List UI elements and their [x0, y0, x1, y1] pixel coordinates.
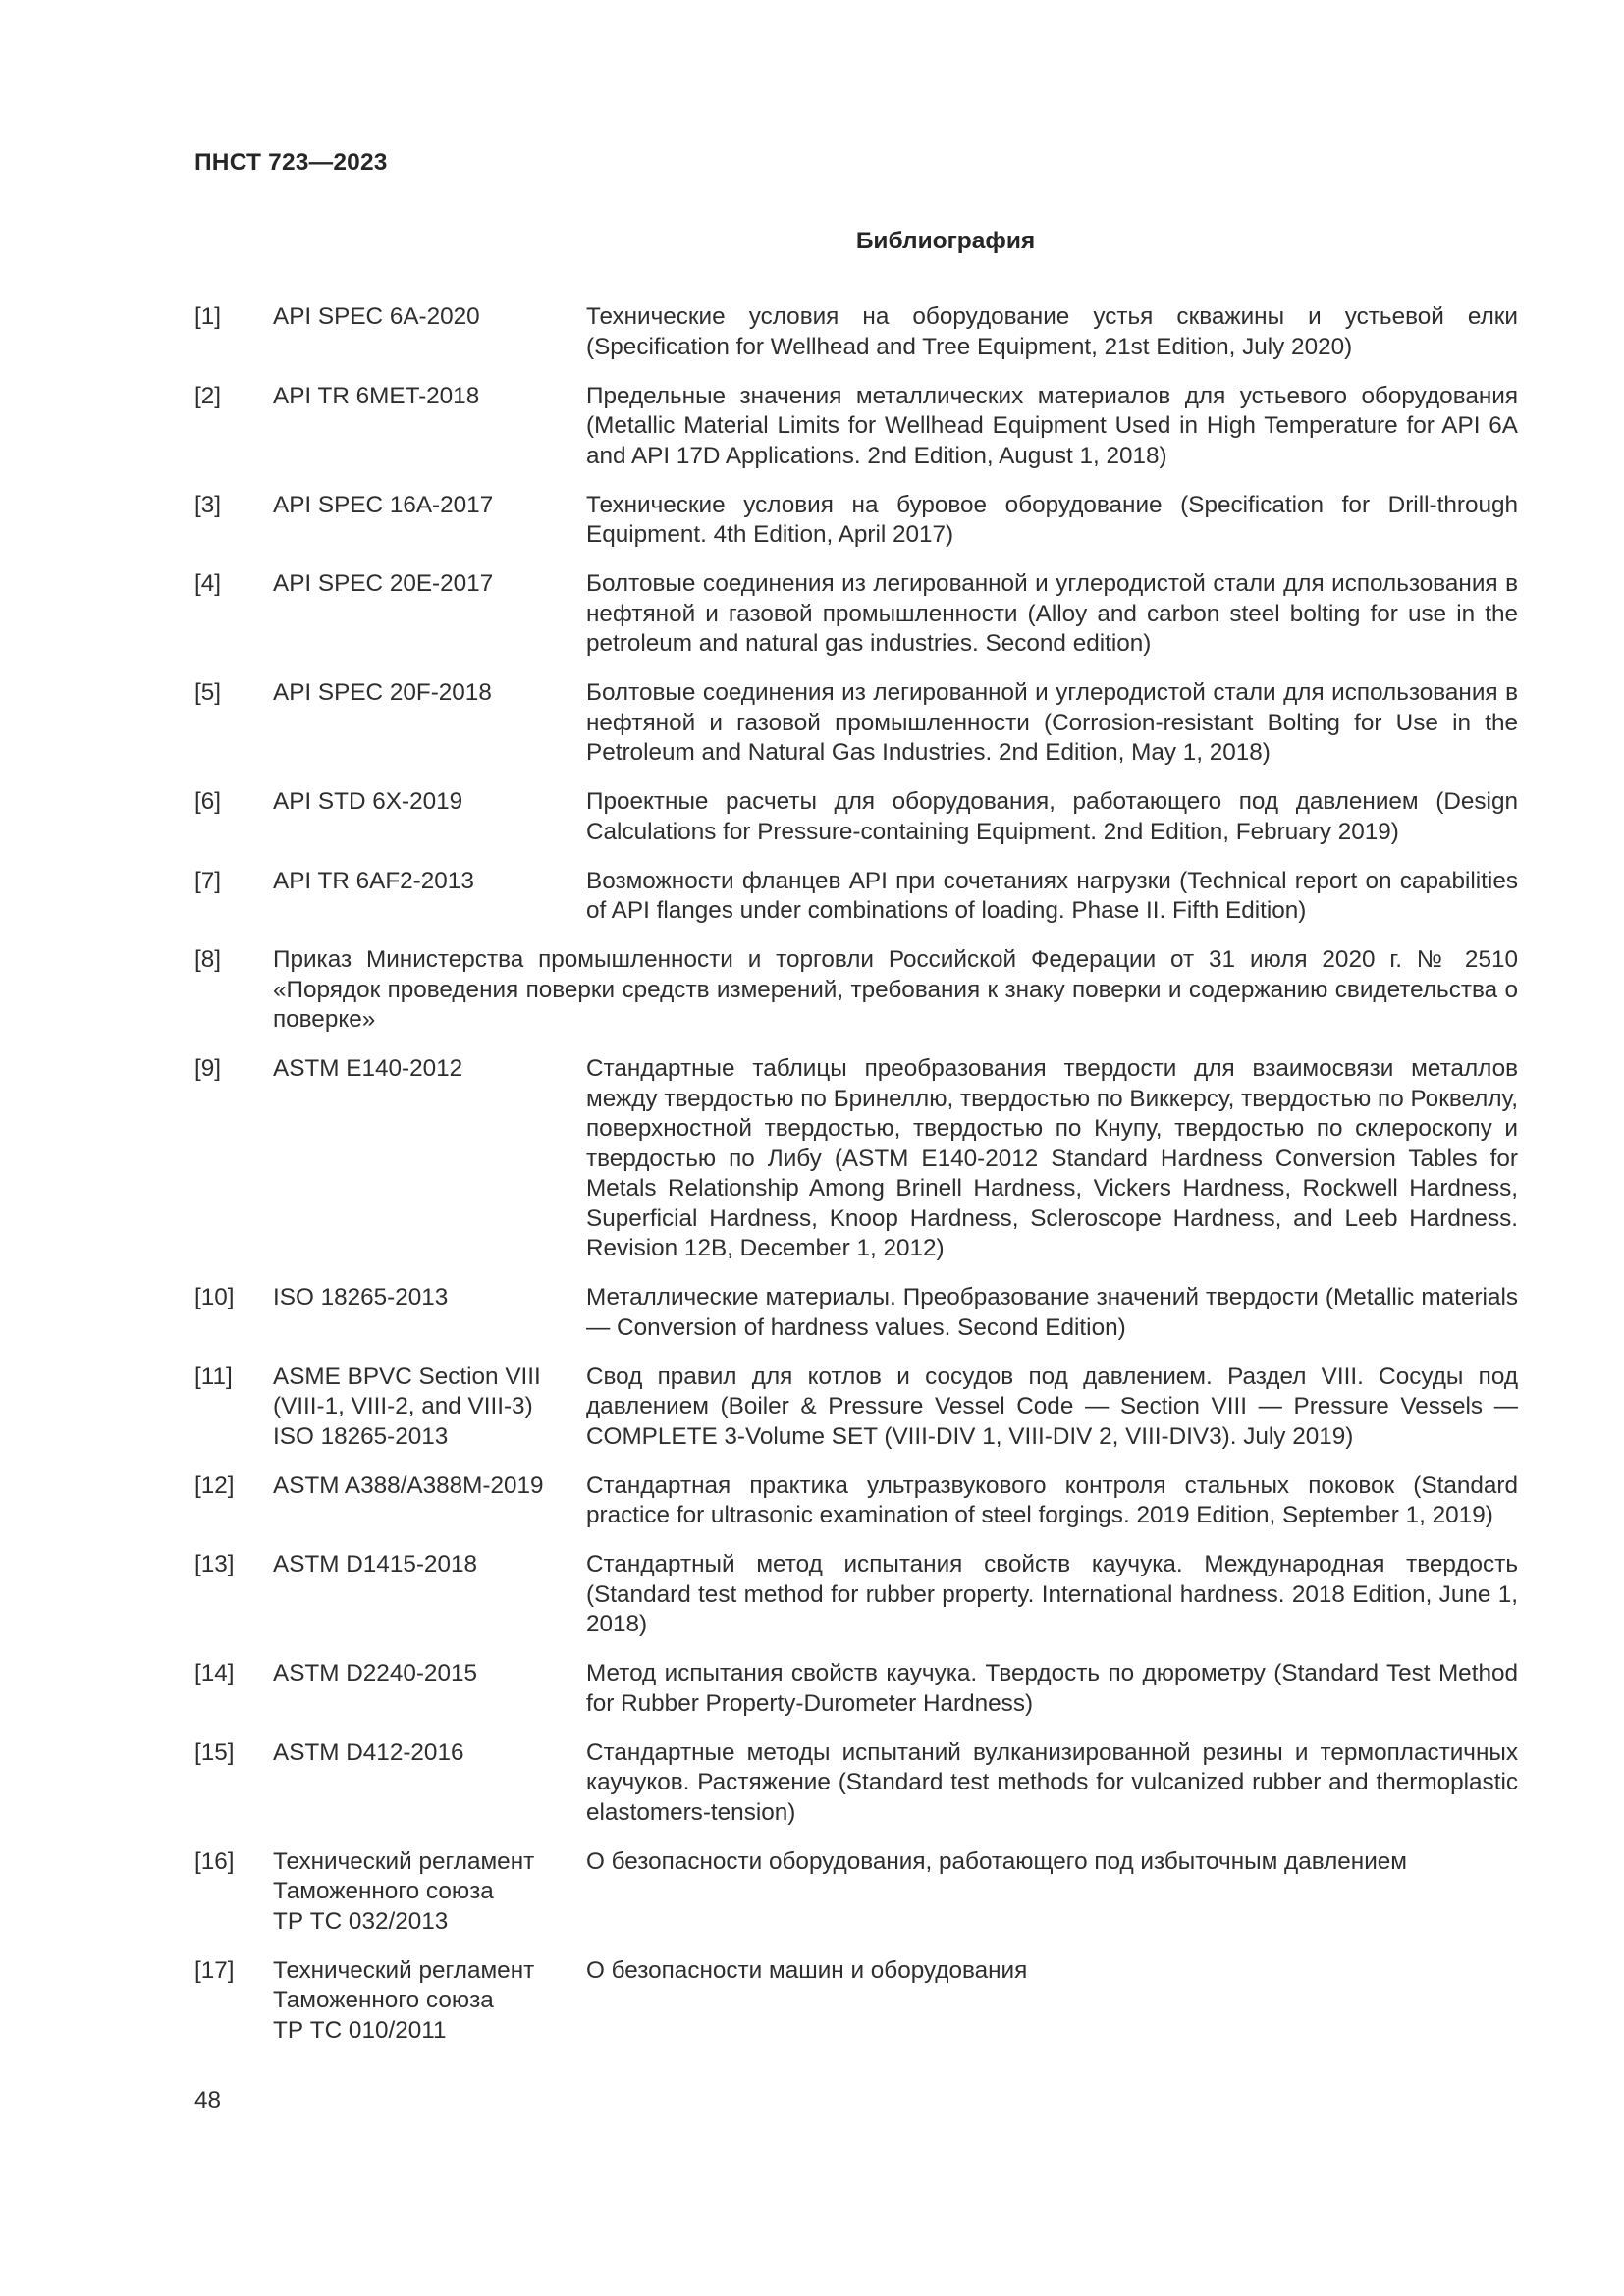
- entry-reference: [273, 1738, 586, 1829]
- entry-description: Болтовые соединения из легированной и углеродистой стали для использования в нефтяной и газовой промышленности (Corrosion-resistant Bolting for Use in the Petroleum and Natural Gas Industries. 2nd Edition, May 1, 2018): [586, 679, 1518, 766]
- entry-reference: [273, 1471, 586, 1531]
- reference-line: API TR 6AF2-2013: [273, 867, 474, 894]
- entry-description: Стандартная практика ультразвукового контроля стальных поковок (Standard practice for ultrasonic examination of steel forgings. 2019 Edition, September 1, 2019): [586, 1471, 1518, 1528]
- bibliography-entry: [194, 1283, 1518, 1343]
- entry-reference: [273, 1054, 586, 1264]
- entry-number: [10]: [194, 1284, 235, 1310]
- reference-line: ISO 18265-2013: [273, 1284, 449, 1310]
- entry-number: [13]: [194, 1551, 235, 1577]
- entry-reference: [273, 1283, 586, 1343]
- entry-description: Стандартные таблицы преобразования твердости для взаимосвязи металлов между твердостью по Бринеллю, твердостью по Виккерсу, твердостью по Роквеллу, поверхностной твердостью, твердостью по Кнупу, твердостью по склероскопу и твердостью по Либу (ASTM E140-2012 Standard Hardness Conversion Tables for Metals Relationship Among Brinell Hardness, Vickers Hardness, Rockwell Hardness, Superficial Hardness, Knoop Hardness, Scleroscope Hardness, and Leeb Hardness. Revision 12B, December 1, 2012): [586, 1055, 1518, 1261]
- bibliography-entry: [194, 491, 1518, 551]
- entry-description: Свод правил для котлов и сосудов под давлением. Раздел VIII. Сосуды под давлением (Boiler & Pressure Vessel Code — Section VIII — Pressure Vessels — COMPLETE 3-Volume SET (VIII-DIV 1, VIII-DIV 2, VIII-DIV3). July 2019): [586, 1362, 1518, 1450]
- bibliography-entry: [194, 1956, 1518, 2047]
- reference-line: ASTM D412-2016: [273, 1738, 464, 1766]
- entry-number: [2]: [194, 382, 222, 409]
- entry-number: [17]: [194, 1956, 235, 1984]
- bibliography-entry: [194, 1659, 1518, 1719]
- entry-description: Возможности фланцев API при сочетаниях нагрузки (Technical report on capabilities of API flanges under combinations of loading. Phase II. Fifth Edition): [586, 867, 1518, 924]
- entry-number: [6]: [194, 788, 222, 815]
- reference-line: ISO 18265-2013: [273, 1422, 449, 1450]
- bibliography-entry: [194, 382, 1518, 472]
- entry-description: Стандартный метод испытания свойств каучука. Международная твердость (Standard test method for rubber property. International hardness. 2018 Edition, June 1, 2018): [586, 1551, 1518, 1637]
- entry-reference: [273, 382, 586, 472]
- entry-number: [8]: [194, 946, 222, 973]
- bibliography-entry: [194, 678, 1518, 769]
- entry-description: Стандартные методы испытаний вулканизированной резины и термопластичных каучуков. Растяжение (Standard test methods for vulcanized rubber and thermoplastic elastomers-tension): [586, 1738, 1518, 1826]
- entry-reference: [273, 787, 586, 847]
- bibliography-entry: [194, 1362, 1518, 1453]
- reference-line: (VIII-1, VIII-2, and VIII-3): [273, 1393, 533, 1419]
- entry-reference: [273, 569, 586, 660]
- reference-line: ASTM D2240-2015: [273, 1660, 477, 1686]
- entry-number: [3]: [194, 491, 222, 518]
- entry-number: [15]: [194, 1738, 235, 1766]
- reference-line: ASME BPVC Section VIII: [273, 1362, 541, 1390]
- entry-description: Технические условия на оборудование устья скважины и устьевой елки (Specification for Wellhead and Tree Equipment, 21st Edition, July 2020): [586, 303, 1518, 360]
- entry-number: [14]: [194, 1660, 235, 1686]
- entry-reference: [273, 1659, 586, 1719]
- bibliography-entry: [194, 569, 1518, 660]
- bibliography-entry: [194, 945, 1518, 1036]
- entry-reference: [273, 1362, 586, 1453]
- section-title: Библиография: [855, 228, 1036, 254]
- entry-description: Проектные расчеты для оборудования, работающего под давлением (Design Calculations for Pressure-containing Equipment. 2nd Edition, February 2019): [586, 788, 1518, 845]
- entry-description: Предельные значения металлических материалов для устьевого оборудования (Metallic Material Limits for Wellhead Equipment Used in High Temperature for API 6A and API 17D Applications. 2nd Edition, August 1, 2018): [586, 382, 1518, 469]
- entry-reference: [273, 867, 586, 927]
- reference-line: API SPEC 16A-2017: [273, 491, 494, 518]
- reference-line: Технический регламент: [273, 1847, 535, 1875]
- entry-description: О безопасности оборудования, работающего под избыточным давлением: [586, 1847, 1407, 1875]
- entry-description: О безопасности машин и оборудования: [586, 1956, 1028, 1984]
- reference-line: ТР ТС 010/2011: [273, 2016, 447, 2044]
- entry-number: [1]: [194, 303, 222, 330]
- entry-number: [11]: [194, 1362, 233, 1390]
- entry-number: [4]: [194, 570, 222, 597]
- entry-number: [7]: [194, 867, 222, 894]
- entry-reference: [273, 491, 586, 551]
- entry-description: Болтовые соединения из легированной и углеродистой стали для использования в нефтяной и газовой промышленности (Alloy and carbon steel bolting for use in the petroleum and natural gas industries. Second edition): [586, 570, 1518, 657]
- reference-line: ASTM A388/A388M-2019: [273, 1471, 544, 1499]
- entry-description: Метод испытания свойств каучука. Твердость по дюрометру (Standard Test Method for Rubber Property-Durometer Hardness): [586, 1660, 1518, 1717]
- entry-reference: [273, 1956, 586, 2047]
- reference-line: ТР ТС 032/2013: [273, 1907, 449, 1935]
- reference-line: Технический регламент: [273, 1956, 535, 1984]
- entry-number: [5]: [194, 679, 222, 706]
- reference-line: API TR 6MET-2018: [273, 382, 480, 409]
- entry-description: Приказ Министерства промышленности и торговли Российской Федерации от 31 июля 2020 г. № 2510 «Порядок проведения поверки средств измерений, требования к знаку поверки и содержанию свидетельства о поверке»: [273, 946, 1518, 1033]
- bibliography-entry: [194, 1471, 1518, 1531]
- entry-reference: [273, 678, 586, 769]
- reference-line: API SPEC 20F-2018: [273, 679, 492, 706]
- reference-line: API SPEC 6A-2020: [273, 303, 480, 330]
- reference-line: API STD 6X-2019: [273, 788, 463, 815]
- entry-description: Металлические материалы. Преобразование значений твердости (Metallic materials — Conversion of hardness values. Second Edition): [586, 1284, 1518, 1341]
- bibliography-entry: [194, 787, 1518, 847]
- document-code: ПНСТ 723—2023: [194, 149, 388, 176]
- reference-line: API SPEC 20E-2017: [273, 570, 494, 597]
- reference-line: Таможенного союза: [273, 1987, 494, 2013]
- entry-reference: [273, 1550, 586, 1640]
- entry-reference: [273, 302, 586, 362]
- entry-description: Технические условия на буровое оборудование (Specification for Drill-through Equipment. 4th Edition, April 2017): [586, 491, 1518, 548]
- bibliography-entry: [194, 1847, 1518, 1938]
- entry-number: [9]: [194, 1055, 222, 1082]
- bibliography-entry: [194, 1550, 1518, 1640]
- page-number: 48: [194, 2087, 222, 2113]
- entry-reference: [273, 1847, 586, 1938]
- reference-line: Таможенного союза: [273, 1878, 494, 1904]
- bibliography-entry: [194, 1054, 1518, 1264]
- bibliography-entry: [194, 302, 1518, 362]
- bibliography-entry: [194, 867, 1518, 927]
- entry-number: [16]: [194, 1847, 235, 1875]
- bibliography-entry: [194, 1738, 1518, 1829]
- bibliography-list: [194, 302, 1518, 2065]
- entry-number: [12]: [194, 1471, 235, 1499]
- reference-line: ASTM D1415-2018: [273, 1551, 477, 1577]
- reference-line: ASTM E140-2012: [273, 1055, 463, 1082]
